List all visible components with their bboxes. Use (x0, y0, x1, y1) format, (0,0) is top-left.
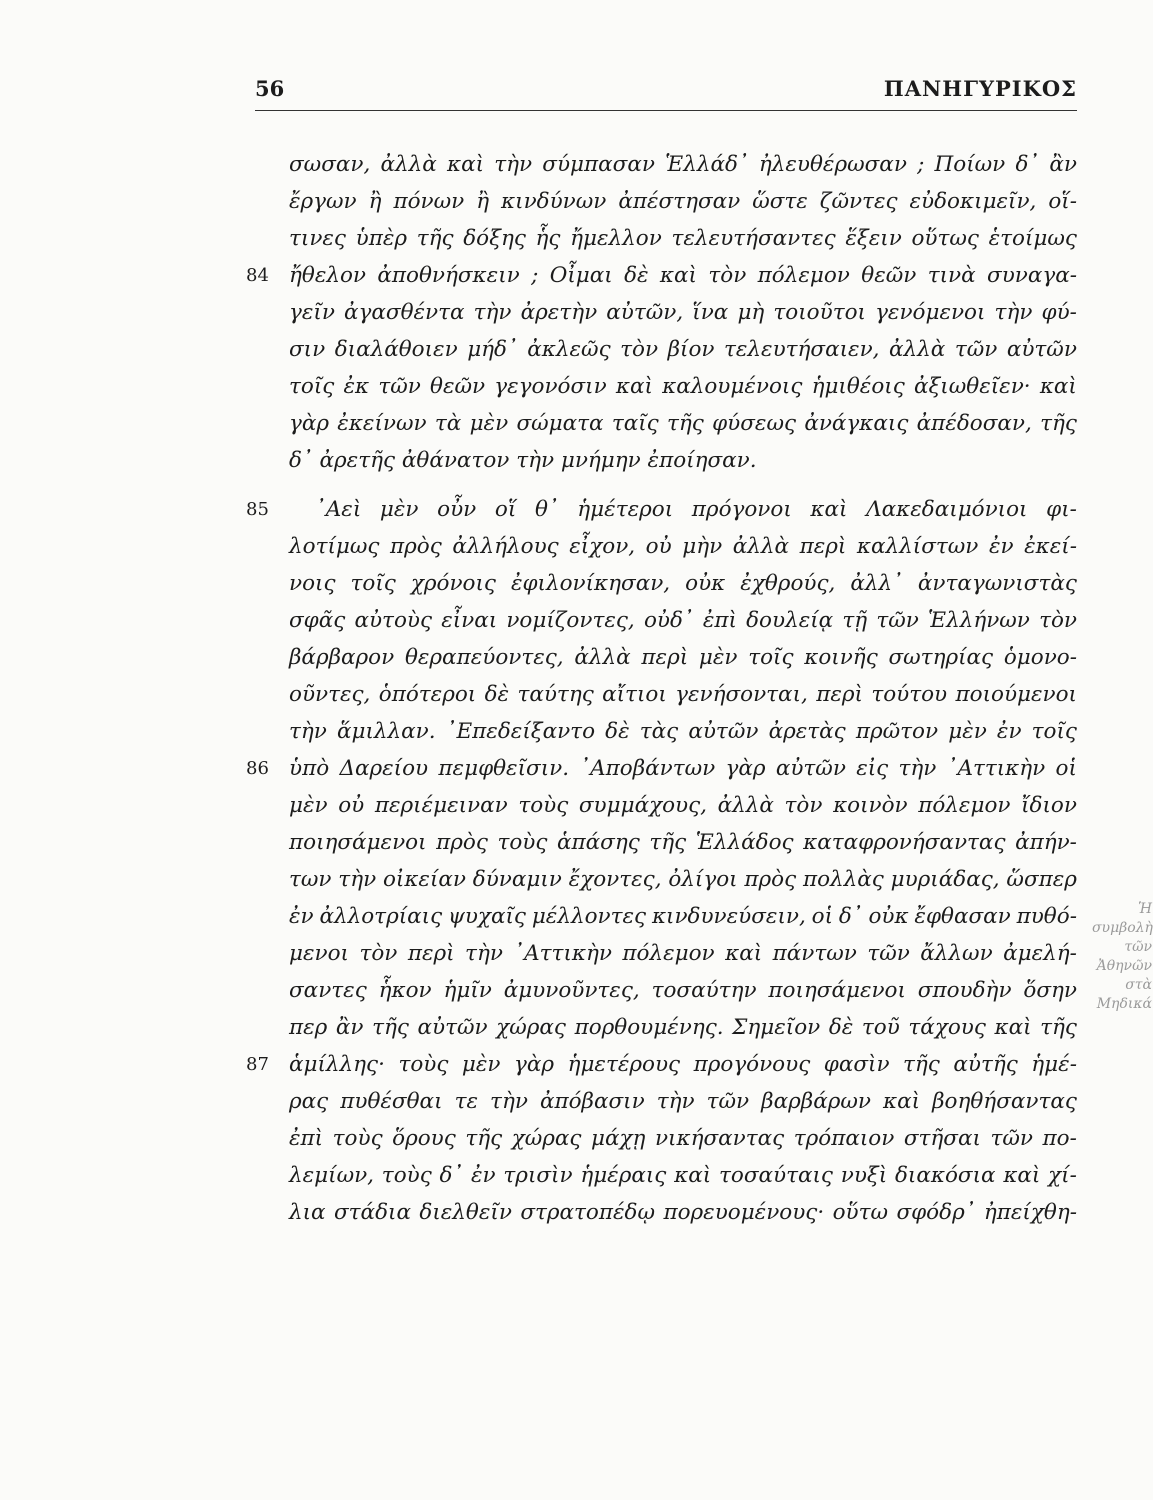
text-line: μενοι τὸν περὶ τὴν ᾽Αττικὴν πόλεμον καὶ πάντων τῶν ἄλλων ἀμελή- (289, 941, 1077, 966)
text-line: ἐν ἀλλοτρίαις ψυχαῖς μέλλοντες κινδυνεύσειν, οἱ δ᾽ οὐκ ἔφθασαν πυθό- (289, 904, 1077, 929)
section-number: 86 (246, 758, 269, 779)
text-line: ᾽Αεὶ μὲν οὖν οἵ θ᾽ ἡμέτεροι πρόγονοι καὶ Λακεδαιμόνιοι φι- (315, 497, 1077, 522)
section-number: 87 (246, 1054, 269, 1075)
text-line: νοις τοῖς χρόνοις ἐφιλονίκησαν, οὐκ ἐχθρούς, ἀλλ᾽ ἀνταγωνιστὰς (289, 571, 1077, 596)
margin-note: Ἡ συμβολὴ τῶν Ἀθηνῶν στὰ Μηδικά (1092, 901, 1153, 1012)
text-line: ρας πυθέσθαι τε τὴν ἀπόβασιν τὴν τῶν βαρβάρων καὶ βοηθήσαντας (289, 1089, 1077, 1114)
text-line: λοτίμως πρὸς ἀλλήλους εἶχον, οὐ μὴν ἀλλὰ περὶ καλλίστων ἐν ἐκεί- (289, 534, 1077, 559)
text-line: μὲν οὐ περιέμειναν τοὺς συμμάχους, ἀλλὰ τὸν κοινὸν πόλεμον ἴδιον (289, 793, 1077, 818)
text-line: οῦντες, ὁπότεροι δὲ ταύτης αἴτιοι γενήσονται, περὶ τούτου ποιούμενοι (289, 682, 1077, 707)
text-line: σιν διαλάθοιεν μήδ᾽ ἀκλεῶς τὸν βίον τελευτήσαιεν, ἀλλὰ τῶν αὐτῶν (289, 337, 1077, 362)
page-number: 56 (255, 76, 285, 101)
header-rule (255, 110, 1077, 111)
text-line: ἤθελον ἀποθνήσκειν ; Οἶμαι δὲ καὶ τὸν πόλεμον θεῶν τινὰ συναγα- (289, 263, 1077, 288)
text-line: γεῖν ἀγασθέντα τὴν ἀρετὴν αὐτῶν, ἵνα μὴ τοιοῦτοι γενόμενοι τὴν φύ- (289, 300, 1077, 325)
text-line: τινες ὑπὲρ τῆς δόξης ἧς ἤμελλον τελευτήσαντες ἕξειν οὕτως ἑτοίμως (289, 226, 1077, 251)
text-line: σφᾶς αὐτοὺς εἶναι νομίζοντες, οὐδ᾽ ἐπὶ δουλείᾳ τῇ τῶν Ἑλλήνων τὸν (289, 608, 1077, 633)
text-line: περ ἂν τῆς αὐτῶν χώρας πορθουμένης. Σημεῖον δὲ τοῦ τάχους καὶ τῆς (289, 1015, 1077, 1040)
text-line: των τὴν οἰκείαν δύναμιν ἔχοντες, ὀλίγοι πρὸς πολλὰς μυριάδας, ὥσπερ (289, 867, 1077, 892)
section-number: 85 (246, 499, 269, 520)
text-line: ἐπὶ τοὺς ὅρους τῆς χώρας μάχῃ νικήσαντας τρόπαιον στῆσαι τῶν πο- (289, 1126, 1077, 1151)
text-line: λια στάδια διελθεῖν στρατοπέδῳ πορευομένους· οὕτω σφόδρ᾽ ἠπείχθη- (289, 1200, 1077, 1225)
text-line: λεμίων, τοὺς δ᾽ ἐν τρισὶν ἡμέραις καὶ τοσαύταις νυξὶ διακόσια καὶ χί- (289, 1163, 1077, 1188)
text-line: τοῖς ἐκ τῶν θεῶν γεγονόσιν καὶ καλουμένοις ἡμιθέοις ἀξιωθεῖεν· καὶ (289, 374, 1077, 399)
text-line: ποιησάμενοι πρὸς τοὺς ἁπάσης τῆς Ἑλλάδος καταφρονήσαντας ἀπήν- (289, 830, 1077, 855)
text-line: βάρβαρον θεραπεύοντες, ἀλλὰ περὶ μὲν τοῖς κοινῆς σωτηρίας ὁμονο- (289, 645, 1077, 670)
text-line: σαντες ἧκον ἡμῖν ἀμυνοῦντες, τοσαύτην ποιησάμενοι σπουδὴν ὅσην (289, 978, 1077, 1003)
text-line: δ᾽ ἀρετῆς ἀθάνατον τὴν μνήμην ἐποίησαν. (289, 448, 757, 473)
section-number: 84 (246, 265, 269, 286)
running-title: ΠΑΝΗΓΥΡΙΚΟΣ (883, 76, 1077, 101)
text-line: τὴν ἅμιλλαν. ᾽Επεδείξαντο δὲ τὰς αὐτῶν ἀρετὰς πρῶτον μὲν ἐν τοῖς (289, 719, 1077, 744)
text-line: γὰρ ἐκείνων τὰ μὲν σώματα ταῖς τῆς φύσεως ἀνάγκαις ἀπέδοσαν, τῆς (289, 411, 1077, 436)
text-line: ὑπὸ Δαρείου πεμφθεῖσιν. ᾽Αποβάντων γὰρ αὐτῶν εἰς τὴν ᾽Αττικὴν οἱ (289, 756, 1077, 781)
text-line: ἁμίλλης· τοὺς μὲν γὰρ ἡμετέρους προγόνους φασὶν τῆς αὐτῆς ἡμέ- (289, 1052, 1077, 1077)
text-line: ἔργων ἢ πόνων ἢ κινδύνων ἀπέστησαν ὥστε ζῶντες εὐδοκιμεῖν, οἵ- (289, 189, 1077, 214)
text-line: σωσαν, ἀλλὰ καὶ τὴν σύμπασαν Ἑλλάδ᾽ ἠλευθέρωσαν ; Ποίων δ᾽ ἂν (289, 152, 1077, 177)
